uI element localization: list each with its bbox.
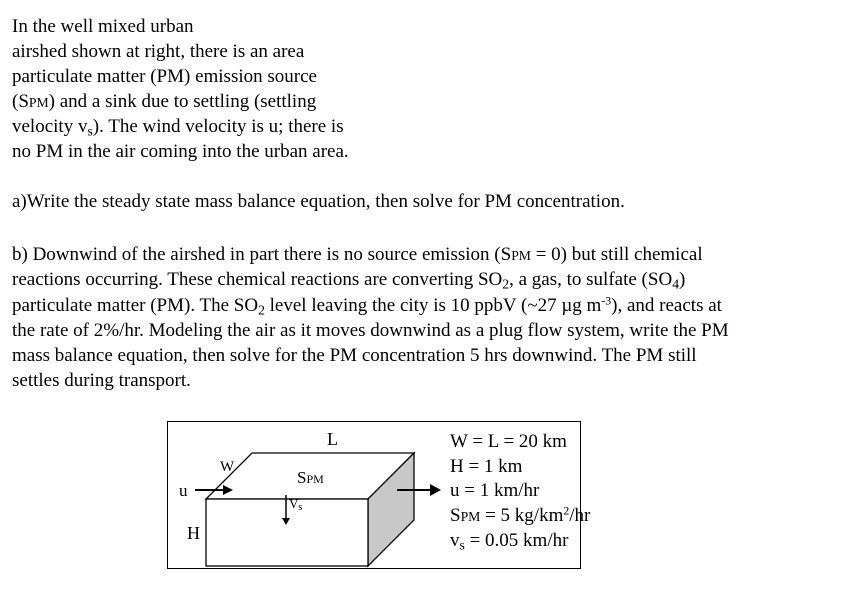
- subscript-pm: PM: [511, 248, 531, 263]
- text-span: reactions occurring. These chemical reactions are converting SO: [12, 269, 503, 290]
- text-span: , a gas, to sulfate (SO: [509, 269, 673, 290]
- parameter-list: [450, 430, 590, 558]
- text-span: /hr: [569, 504, 591, 526]
- text-span: = 0) but still chemical: [530, 244, 703, 265]
- text-span: ): [679, 269, 686, 290]
- text-span: (S: [12, 91, 29, 112]
- param-h: H = 1 km: [450, 455, 523, 477]
- text-span: level leaving the city is 10 ppbV (~27 µg m: [264, 295, 602, 316]
- part-b-line-6: settles during transport.: [12, 370, 191, 391]
- intro-line-4: [12, 91, 316, 114]
- text-span: = 0.05 km/hr: [464, 530, 569, 551]
- text-span: b) Downwind of the airshed in part there is no source emission (S: [12, 244, 512, 265]
- intro-line-6: no PM in the air coming into the urban area.: [12, 141, 349, 162]
- subscript-s: s: [459, 537, 465, 553]
- subscript-2: 2: [502, 276, 510, 292]
- param-spm: [450, 504, 590, 530]
- text-span: ), and reacts at: [611, 295, 722, 316]
- part-b-line-4: the rate of 2%/hr. Modeling the air as it moves downwind as a plug flow system, write the PM: [12, 320, 729, 341]
- subscript-4: 4: [672, 276, 680, 292]
- param-wl: W = L = 20 km: [450, 431, 567, 452]
- subscript-pm: PM: [28, 95, 49, 110]
- part-b-line-5: mass balance equation, then solve for the PM concentration 5 hrs downwind. The PM still: [12, 345, 697, 366]
- text-span: = 5 kg/km: [480, 504, 564, 526]
- param-u: u = 1 km/hr: [450, 480, 540, 501]
- label-s-main: S: [297, 468, 307, 487]
- intro-line-2: airshed shown at right, there is an area: [12, 41, 305, 62]
- text-span: particulate matter (PM). The SO: [12, 295, 259, 316]
- label-u: u: [179, 481, 188, 500]
- subscript-pm: PM: [460, 508, 481, 524]
- text-span: ). The wind velocity is u; there is: [92, 116, 344, 137]
- intro-line-5: [12, 116, 344, 142]
- superscript-2: 2: [563, 504, 570, 518]
- label-s-sub: PM: [306, 472, 324, 486]
- text-span: v: [450, 530, 460, 551]
- label-vs-sub: s: [298, 502, 303, 513]
- param-vs: [450, 529, 590, 558]
- intro-line-3: particulate matter (PM) emission source: [12, 66, 317, 87]
- box-front-face: [206, 499, 368, 566]
- subscript-2: 2: [258, 302, 265, 318]
- intro-line-1: In the well mixed urban: [12, 16, 194, 37]
- label-W: W: [220, 459, 235, 475]
- superscript-minus-3: -3: [601, 294, 612, 308]
- label-H: H: [187, 523, 200, 543]
- text-span: S: [450, 504, 461, 526]
- label-vs-main: V: [289, 496, 299, 511]
- subscript-s: s: [87, 123, 93, 139]
- text-span: ) and a sink due to settling (settling: [48, 91, 317, 112]
- label-L: L: [327, 429, 338, 449]
- outflow-arrowhead: [430, 484, 441, 496]
- part-b-line-1: [12, 242, 848, 269]
- part-a-question: a)Write the steady state mass balance equation, then solve for PM concentration.: [12, 191, 625, 212]
- airshed-figure: [167, 421, 591, 569]
- text-span: velocity v: [12, 116, 88, 137]
